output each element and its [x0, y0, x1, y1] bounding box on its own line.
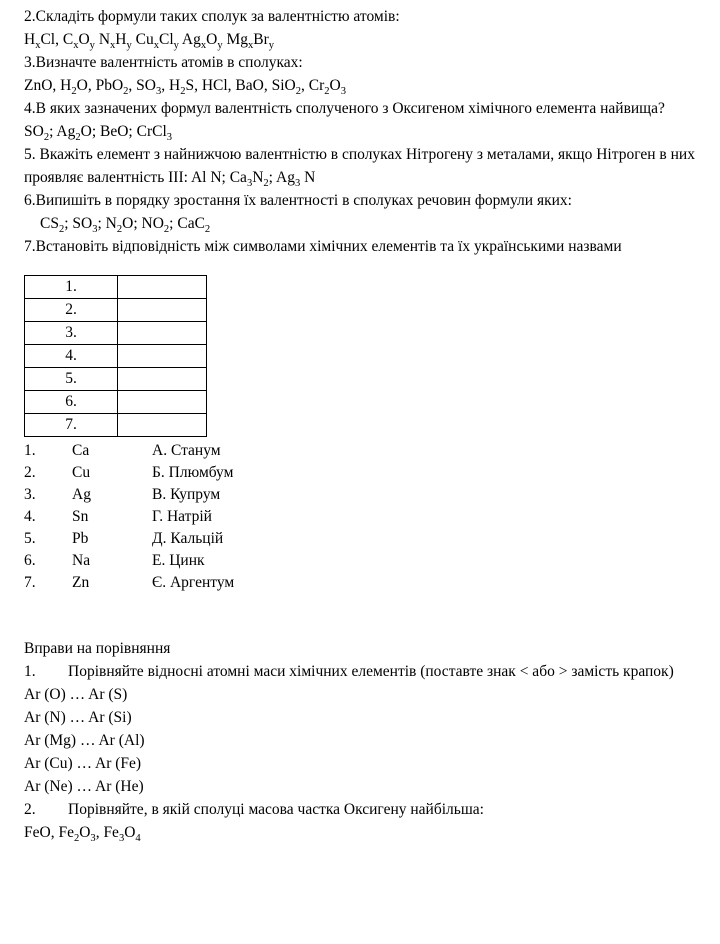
row-number-cell: 4.: [25, 345, 118, 368]
answer-cell[interactable]: [118, 322, 207, 345]
task3-formulas: ZnO, $H_2O$, PbO$_2$, $SO_3$, $H_2S$, HCl, BaO, SiO$_2$, $Cr_2O_3$: [24, 77, 346, 98]
match-number: 5.: [24, 530, 36, 547]
table-row: [25, 276, 207, 299]
matching-list: [24, 440, 696, 594]
answer-cell[interactable]: [118, 276, 207, 299]
element-name: Б. Плюмбум: [152, 464, 234, 481]
ar-pair: Ar (Cu) … Ar (Fe): [24, 755, 142, 772]
table-row: [25, 345, 207, 368]
match-row: [24, 440, 696, 462]
match-row: [24, 550, 696, 572]
match-row: [24, 462, 696, 484]
answer-cell[interactable]: [118, 391, 207, 414]
table-row: [25, 391, 207, 414]
element-name: Г. Натрій: [152, 508, 212, 525]
task2-title: 2.Складіть формули таких сполук за валентністю атомів:: [24, 8, 400, 25]
ar-pair: Ar (N) … Ar (Si): [24, 709, 132, 726]
element-symbol: Ag: [72, 486, 91, 503]
ar-pair: Ar (O) … Ar (S): [24, 686, 128, 703]
element-name: В. Купрум: [152, 486, 221, 503]
match-row: [24, 528, 696, 550]
table-row: [25, 322, 207, 345]
task6-title: 6.Випишіть в порядку зростання їх валентності в сполуках речовин формули яких:: [24, 192, 572, 209]
match-row: [24, 572, 696, 594]
item-number: 2.: [24, 801, 36, 818]
match-number: 6.: [24, 552, 36, 569]
element-symbol: Pb: [72, 530, 89, 547]
element-symbol: Sn: [72, 508, 89, 525]
match-row: [24, 484, 696, 506]
ar-pair: Ar (Mg) … Ar (Al): [24, 732, 145, 749]
item-text: Порівняйте відносні атомні маси хімічних елементів (поставте знак < або > замість крапок): [68, 663, 674, 680]
task6-formulas: $CS_2$; $SO_3$; $N_2O$; $NO_2$; CaC$_2$: [40, 215, 211, 236]
ar-pair: Ar (Ne) … Ar (He): [24, 778, 144, 795]
table-row: [25, 368, 207, 391]
match-number: 2.: [24, 464, 36, 481]
match-number: 3.: [24, 486, 36, 503]
element-symbol: Na: [72, 552, 91, 569]
answer-cell[interactable]: [118, 299, 207, 322]
match-number: 7.: [24, 574, 36, 591]
answer-cell[interactable]: [118, 414, 207, 437]
task2-formulas: $H_xCl$, $C_xO_y$ $N_xH_y$ $Cu_xCl_y$ $Ag_xO_y$ $Mg_xBr_y$: [24, 31, 275, 52]
answer-table: [24, 275, 207, 437]
element-symbol: Ca: [72, 442, 90, 459]
task4-formulas: $SO_2$; $Ag_2O$; BeO; CrCl$_3$: [24, 123, 173, 144]
element-name: А. Станум: [152, 442, 221, 459]
table-row: [25, 414, 207, 437]
match-number: 1.: [24, 442, 36, 459]
match-number: 4.: [24, 508, 36, 525]
task3-title: 3.Визначте валентність атомів в сполуках:: [24, 54, 303, 71]
task7-title: 7.Встановіть відповідність між символами хімічних елементів та їх українськими назвами: [24, 238, 622, 255]
comparison-formulas: FeO, $Fe_2O_3$, $Fe_3O_4$: [24, 824, 141, 845]
comparison-item-2: [24, 798, 696, 821]
row-number-cell: 1.: [25, 276, 118, 299]
item-text: Порівняйте, в якій сполуці масова частка Оксигену найбільша:: [68, 801, 484, 818]
match-row: [24, 506, 696, 528]
answer-cell[interactable]: [118, 368, 207, 391]
row-number-cell: 3.: [25, 322, 118, 345]
row-number-cell: 6.: [25, 391, 118, 414]
comparison-item-1: [24, 660, 696, 683]
row-number-cell: 5.: [25, 368, 118, 391]
answer-cell[interactable]: [118, 345, 207, 368]
task4-title: 4.В яких зазначених формул валентність сполученого з Оксигеном хімічного елемента найвища?: [24, 100, 665, 117]
comparison-heading: Вправи на порівняння: [24, 640, 171, 657]
table-row: [25, 299, 207, 322]
row-number-cell: 7.: [25, 414, 118, 437]
element-symbol: Zn: [72, 574, 90, 591]
element-name: Є. Аргентум: [152, 574, 235, 591]
item-number: 1.: [24, 663, 36, 680]
task5-text: 5. Вкажіть елемент з найнижчою валентністю в сполуках Нітрогену з металами, якщо Нітроген в них проявляє валентність III: Al N; $Ca_3N_2$; $Ag_3$ N: [24, 146, 699, 190]
row-number-cell: 2.: [25, 299, 118, 322]
element-symbol: Cu: [72, 464, 91, 481]
element-name: Е. Цинк: [152, 552, 205, 569]
element-name: Д. Кальцій: [152, 530, 224, 547]
